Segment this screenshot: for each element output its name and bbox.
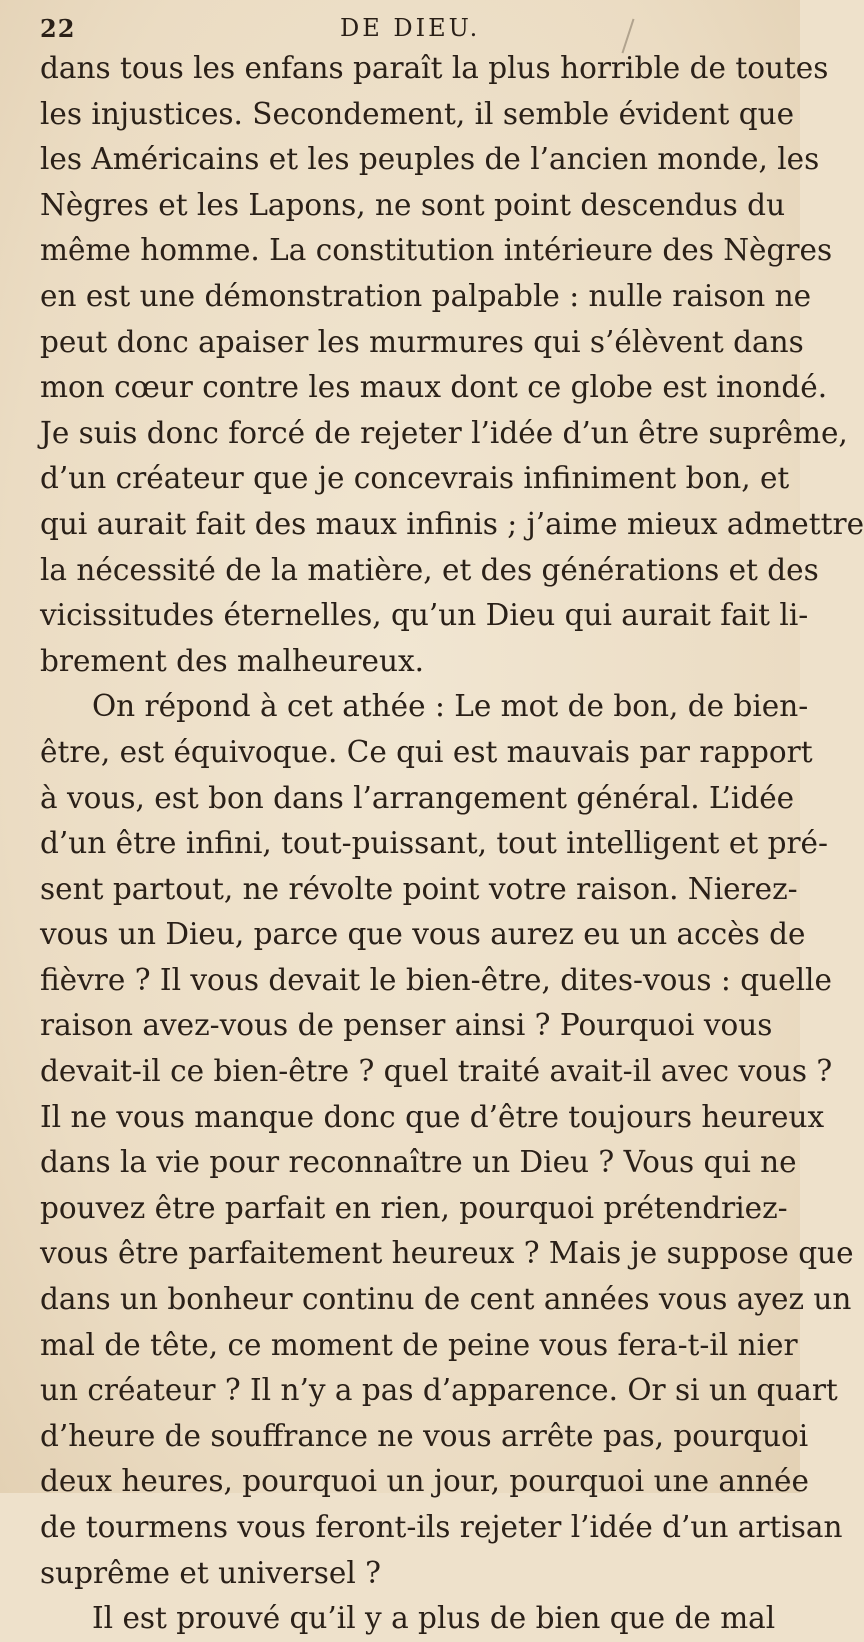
text-line: deux heures, pourquoi un jour, pourquoi une année: [40, 1464, 809, 1499]
running-head: [40, 14, 760, 44]
text-line: d’un créateur que je concevrais infiniment bon, et: [40, 461, 790, 496]
page-number: 22: [40, 14, 76, 43]
text-line: peut donc apaiser les murmures qui s’élèvent dans: [40, 324, 804, 359]
text-line: un créateur ? Il n’y a pas d’apparence. Or si un quart: [40, 1373, 838, 1408]
text-line: brement des malheureux.: [40, 643, 424, 678]
text-line: d’heure de souffrance ne vous arrête pas, pourquoi: [40, 1418, 809, 1453]
text-line: dans un bonheur continu de cent années vous ayez un: [40, 1282, 852, 1317]
text-line: à vous, est bon dans l’arrangement général. L’idée: [40, 780, 795, 815]
text-line: raison avez-vous de penser ainsi ? Pourquoi vous: [40, 1008, 773, 1043]
text-line: dans tous les enfans paraît la plus horrible de toutes: [40, 51, 829, 85]
text-line: sent partout, ne révolte point votre raison. Nierez-: [40, 871, 798, 906]
running-title: DE DIEU.: [340, 14, 481, 42]
text-line: de tourmens vous feront-ils rejeter l’idée d’un artisan: [40, 1510, 843, 1544]
text-line: suprême et universel ?: [40, 1555, 381, 1590]
text-line: les Américains et les peuples de l’ancien monde, les: [40, 142, 820, 177]
text-line: Il ne vous manque donc que d’être toujours heureux: [40, 1099, 825, 1134]
paragraph-start-line: Il est prouvé qu’il y a plus de bien que de mal: [92, 1601, 776, 1636]
text-line: dans la vie pour reconnaître un Dieu ? Vous qui ne: [40, 1145, 797, 1180]
text-line: mal de tête, ce moment de peine vous fera-t-il nier: [40, 1327, 798, 1362]
text-line: être, est équivoque. Ce qui est mauvais par rapport: [40, 734, 813, 769]
text-line: même homme. La constitution intérieure des Nègres: [40, 233, 833, 268]
body-text: [40, 46, 864, 1642]
text-line: vous être parfaitement heureux ? Mais je suppose que: [40, 1236, 854, 1271]
text-line: la nécessité de la matière, et des générations et des: [40, 552, 819, 587]
text-line: d’un être infini, tout-puissant, tout intelligent et pré-: [40, 826, 828, 861]
text-line: devait-il ce bien-être ? quel traité avait-il avec vous ?: [40, 1054, 833, 1089]
text-line: Nègres et les Lapons, ne sont point descendus du: [40, 187, 786, 222]
text-line: pouvez être parfait en rien, pourquoi prétendriez-: [40, 1190, 788, 1225]
paragraph-start-line: On répond à cet athée : Le mot de bon, de bien-: [92, 689, 809, 724]
text-line: vous un Dieu, parce que vous aurez eu un accès de: [40, 917, 806, 952]
text-line: vicissitudes éternelles, qu’un Dieu qui aurait fait li-: [40, 598, 809, 633]
text-line: en est une démonstration palpable : nulle raison ne: [40, 278, 812, 313]
text-line: qui aurait fait des maux infinis ; j’aime mieux admettre: [40, 506, 864, 541]
text-line: mon cœur contre les maux dont ce globe est inondé.: [40, 370, 828, 405]
text-line: Je suis donc forcé de rejeter l’idée d’un être suprême,: [40, 415, 848, 450]
text-line: fièvre ? Il vous devait le bien-être, dites-vous : quelle: [40, 962, 832, 997]
text-line: les injustices. Secondement, il semble évident que: [40, 96, 795, 131]
